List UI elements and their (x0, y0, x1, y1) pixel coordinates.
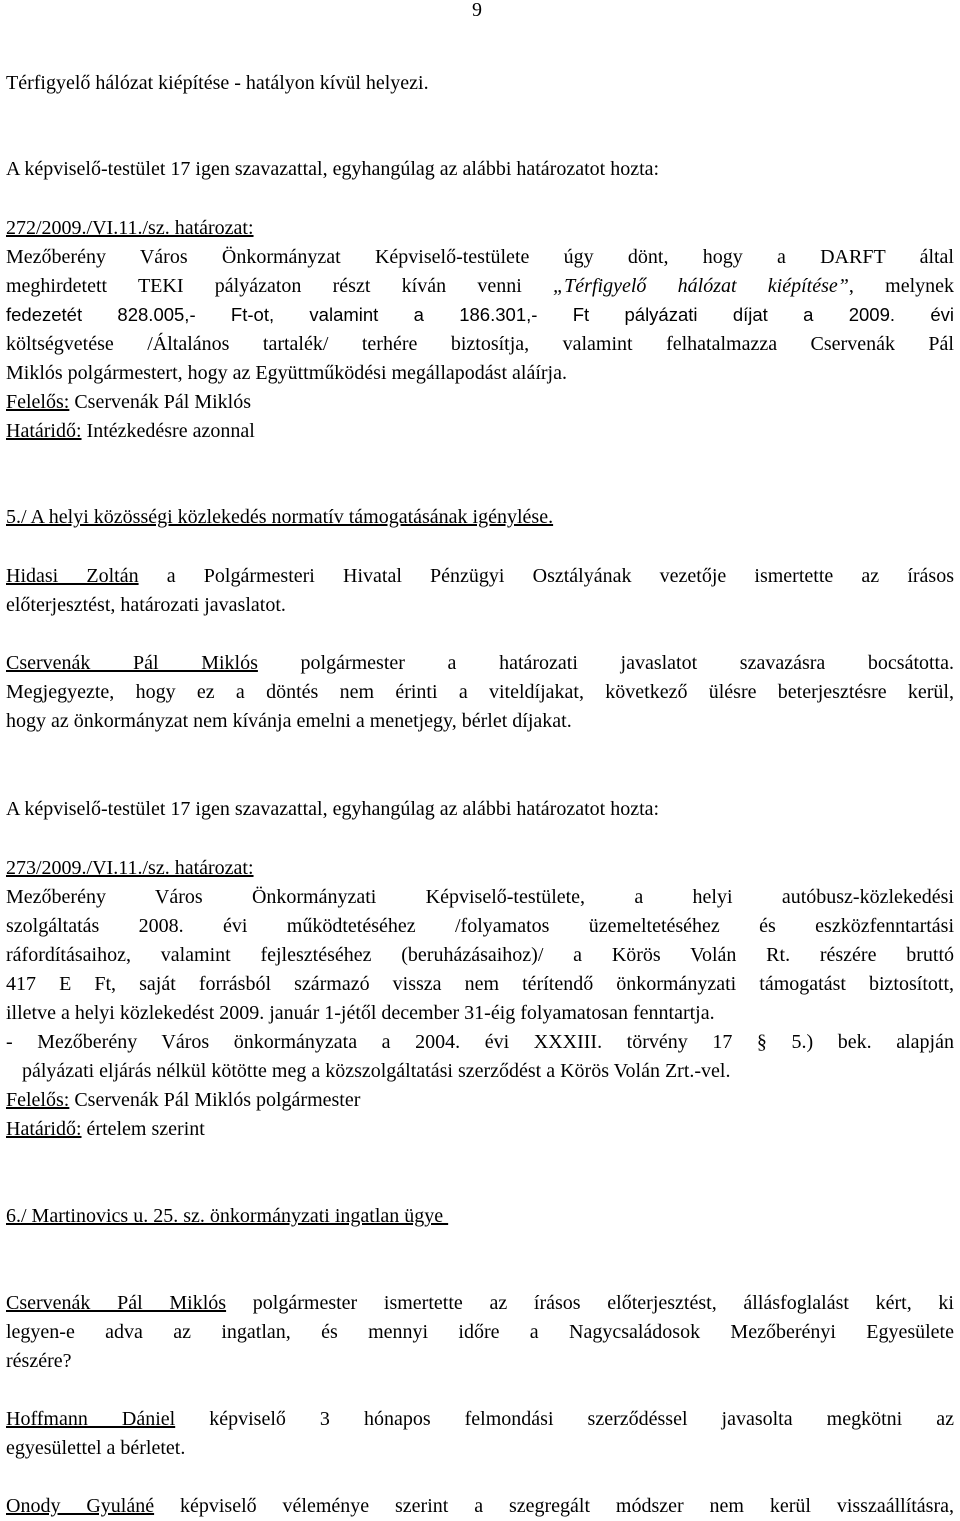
resolution-text-line (6, 274, 954, 298)
text-segment: képviselő véleménye szerint a szegregált módszer nem kerül visszaállításra, (154, 1495, 955, 1517)
resolution-text-line: ráfordításaihoz, valamint fejlesztéséhez (beruházásaihoz)/ a Körös Volán Rt. részére bruttó (6, 944, 954, 966)
text-segment: polgármester ismertette az írásos előterjesztést, állásfoglalást kért, ki (226, 1292, 954, 1314)
paragraph-line: részére? (6, 1350, 72, 1372)
deadline-value: Intézkedésre azonnal (81, 420, 255, 442)
paragraph-line (6, 1494, 954, 1518)
text-segment: meghirdetett TEKI pályázaton részt kíván venni (6, 275, 554, 297)
paragraph-line: hogy az önkormányzat nem kívánja emelni a menetjegy, bérlet díjakat. (6, 710, 572, 732)
resolution-text-line: - Mezőberény Város önkormányzata a 2004. évi XXXIII. törvény 17 § 5.) bek. alapján (6, 1031, 954, 1053)
paragraph-line (6, 1291, 954, 1315)
vote-intro: A képviselő-testület 17 igen szavazattal, egyhangúlag az alábbi határozatot hozta: (6, 158, 660, 180)
resolution-text-line: illetve a helyi közlekedést 2009. január 1-jétől december 31-éig folyamatosan fenntartja. (6, 1002, 715, 1024)
responsible-line (6, 390, 954, 414)
resolution-text-line: Mezőberény Város Önkormányzati Képviselő-testülete, a helyi autóbusz-közlekedési (6, 886, 954, 908)
agenda-item-title: Térfigyelő hálózat kiépítése - hatályon kívül helyezi. (6, 72, 429, 94)
resolution-text-line: pályázati eljárás nélkül kötötte meg a közszolgáltatási szerződést a Körös Volán Zrt.-vel. (22, 1060, 731, 1082)
resolution-text-line: Miklós polgármestert, hogy az Együttműködési megállapodást aláírja. (6, 362, 567, 384)
resolution-text-line: szolgáltatás 2008. évi működtetéséhez /folyamatos üzemeltetéséhez és eszközfenntartási (6, 915, 954, 937)
paragraph-line: előterjesztést, határozati javaslatot. (6, 594, 286, 616)
page-number: 9 (472, 0, 482, 21)
paragraph-line: legyen-e adva az ingatlan, és mennyi időre a Nagycsaládosok Mezőberényi Egyesülete (6, 1321, 954, 1343)
text-segment: polgármester a határozati javaslatot szavazásra bocsátotta. (257, 652, 954, 674)
project-title-italic: „Térfigyelő hálózat kiépítése” (553, 275, 849, 297)
responsible-value: Cservenák Pál Miklós (69, 391, 251, 413)
speaker-name: Hoffmann Dániel (6, 1408, 176, 1430)
paragraph-line: Megjegyezte, hogy ez a döntés nem érinti a viteldíjakat, következő ülésre beterjesztésre kerül, (6, 681, 954, 703)
resolution-text-line: 417 E Ft, saját forrásból származó vissza nem térítendő önkormányzati támogatást biztosított, (6, 973, 954, 995)
text-segment: képviselő 3 hónapos felmondási szerződéssel javasolta megkötni az (175, 1408, 954, 1430)
speaker-name: Cservenák Pál Miklós (6, 652, 258, 674)
paragraph-line (6, 564, 954, 588)
speaker-name: Onody Gyuláné (6, 1495, 155, 1517)
resolution-number (6, 216, 954, 240)
deadline-line (6, 1117, 954, 1141)
paragraph-line: egyesülettel a bérletet. (6, 1437, 186, 1459)
paragraph-line (6, 1407, 954, 1431)
speaker-name: Cservenák Pál Miklós (6, 1292, 227, 1314)
speaker-name: Hidasi Zoltán (6, 565, 139, 587)
resolution-text-line: költségvetése /Általános tartalék/ terhére biztosítja, valamint felhatalmazza Cservenák Pál (6, 333, 954, 355)
section-heading-text: 5./ A helyi közösségi közlekedés normatív támogatásának igénylése. (6, 506, 554, 528)
vote-intro: A képviselő-testület 17 igen szavazattal, egyhangúlag az alábbi határozatot hozta: (6, 798, 660, 820)
resolution-text-line: Mezőberény Város Önkormányzat Képviselő-testülete úgy dönt, hogy a DARFT által (6, 246, 954, 268)
text-segment: , melynek (848, 275, 954, 297)
resolution-number (6, 856, 954, 880)
deadline-line (6, 419, 954, 443)
deadline-value: értelem szerint (81, 1118, 205, 1140)
resolution-number-text: 273/2009./VI.11./sz. határozat: (6, 857, 254, 879)
text-segment: a Polgármesteri Hivatal Pénzügyi Osztályának vezetője ismertette az írásos (138, 565, 954, 587)
section-heading (6, 1204, 954, 1228)
resolution-text-line: fedezetét 828.005,- Ft-ot, valamint a 186.301,- Ft pályázati díjat a 2009. évi (6, 304, 954, 325)
responsible-value: Cservenák Pál Miklós polgármester (69, 1089, 361, 1111)
responsible-label: Felelős: (6, 1089, 70, 1111)
resolution-number-text: 272/2009./VI.11./sz. határozat: (6, 217, 254, 239)
responsible-label: Felelős: (6, 391, 70, 413)
responsible-line (6, 1088, 954, 1112)
section-heading (6, 505, 954, 529)
deadline-label: Határidő: (6, 1118, 82, 1140)
deadline-label: Határidő: (6, 420, 82, 442)
section-heading-text: 6./ Martinovics u. 25. sz. önkormányzati ingatlan ügye (6, 1205, 449, 1227)
paragraph-line (6, 651, 954, 675)
